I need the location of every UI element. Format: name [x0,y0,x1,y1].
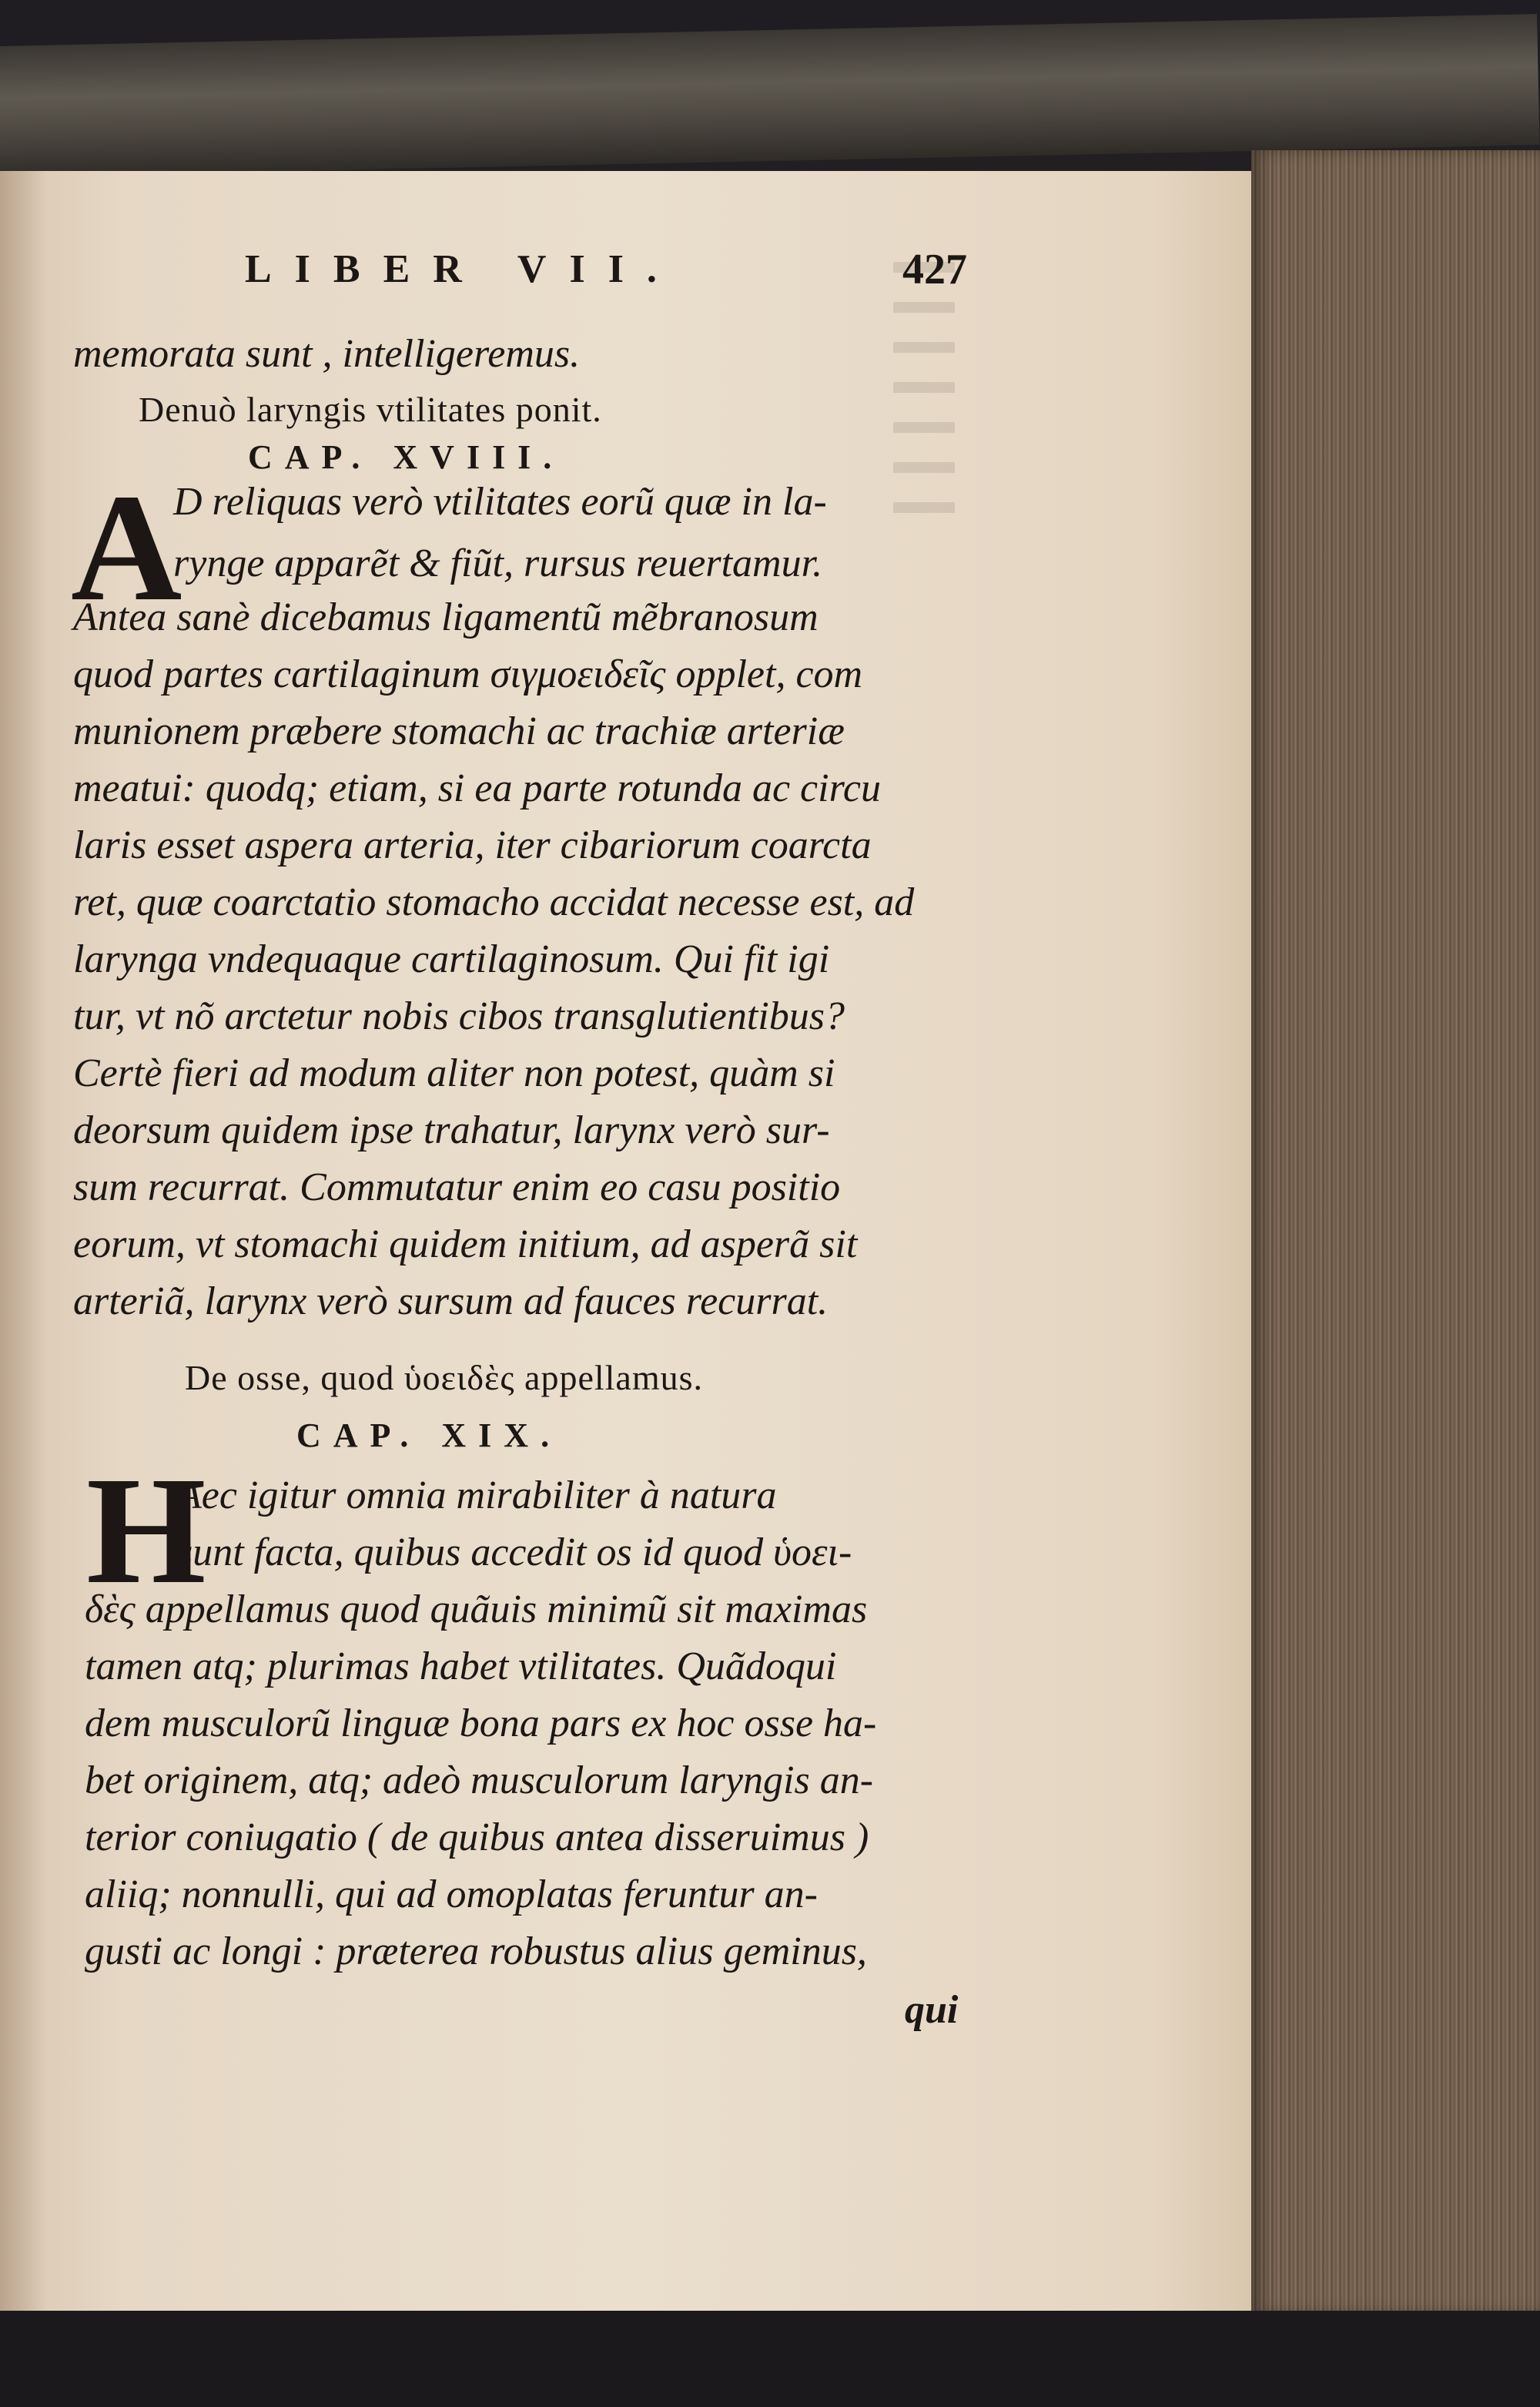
text-line: meatui: quodq; etiam, si ea parte rotunda ac circu [73,766,881,810]
text-line: tamen atq; plurimas habet vtilitates. Quãdoqui [85,1644,837,1688]
drop-initial: A [71,463,182,633]
text-line: D reliquas verò vtilitates eorũ quæ in la- [173,480,827,524]
page-number: 427 [902,246,967,293]
catchword: qui [905,1988,959,2032]
text-line: munionem præbere stomachi ac trachiæ arteriæ [73,709,845,753]
text-line: deorsum quidem ipse trahatur, larynx verò sur- [73,1108,830,1152]
running-head: LIBER VII. [245,247,680,291]
text-line: rynge apparẽt & fiũt, rursus reuertamur. [173,541,823,585]
text-line: dem musculorũ linguæ bona pars ex hoc osse ha- [85,1701,877,1745]
text-line: aliiq; nonnulli, qui ad omoplatas feruntur an- [85,1872,818,1916]
text-line: ret, quæ coarctatio stomacho accidat necesse est, ad [73,880,915,924]
text-line: Certè fieri ad modum aliter non potest, quàm si [73,1051,835,1095]
text-line: laris esset aspera arteria, iter cibariorum coarcta [73,823,872,867]
text-line: bet originem, atq; adeò musculorum laryngis an- [85,1758,874,1802]
background-bottom [0,2311,1540,2407]
chapter-summary: De osse, quod ὑοειδὲς appellamus. [185,1358,704,1397]
text-line: terior coniugatio ( de quibus antea disseruimus ) [85,1815,869,1859]
text-line: tur, vt nõ arctetur nobis cibos transglutientibus? [73,994,845,1038]
text-line: gusti ac longi : præterea robustus alius geminus, [85,1929,867,1973]
show-through [893,262,955,516]
text-line: δὲς appellamus quod quãuis minimũ sit maximas [85,1587,868,1631]
page-block-edge [1251,150,1540,2315]
text-line: Antea sanè dicebamus ligamentũ mẽbranosum [73,595,819,639]
text-line: Aec igitur omnia mirabiliter à natura [177,1473,777,1517]
text-line: sunt facta, quibus accedit os id quod ὑοει- [177,1530,852,1574]
chapter-summary: Denuò laryngis vtilitates ponit. [139,390,602,429]
text-line: larynga vndequaque cartilaginosum. Qui fit igi [73,937,830,981]
chapter-number: CAP. XIX. [296,1416,562,1454]
text-line: quod partes cartilaginum σιγμοειδεῖς opplet, com [73,652,863,696]
text-line: sum recurrat. Commutatur enim eo casu positio [73,1165,841,1209]
text-line: eorum, vt stomachi quidem initium, ad asperã sit [73,1222,858,1266]
drop-initial: H [86,1446,206,1616]
chapter-number: CAP. XVIII. [248,438,564,476]
text-line: memorata sunt , intelligeremus. [73,332,581,376]
page-gutter-shadow [0,171,46,2312]
text-line: arteriã, larynx verò sursum ad fauces recurrat. [73,1279,829,1323]
